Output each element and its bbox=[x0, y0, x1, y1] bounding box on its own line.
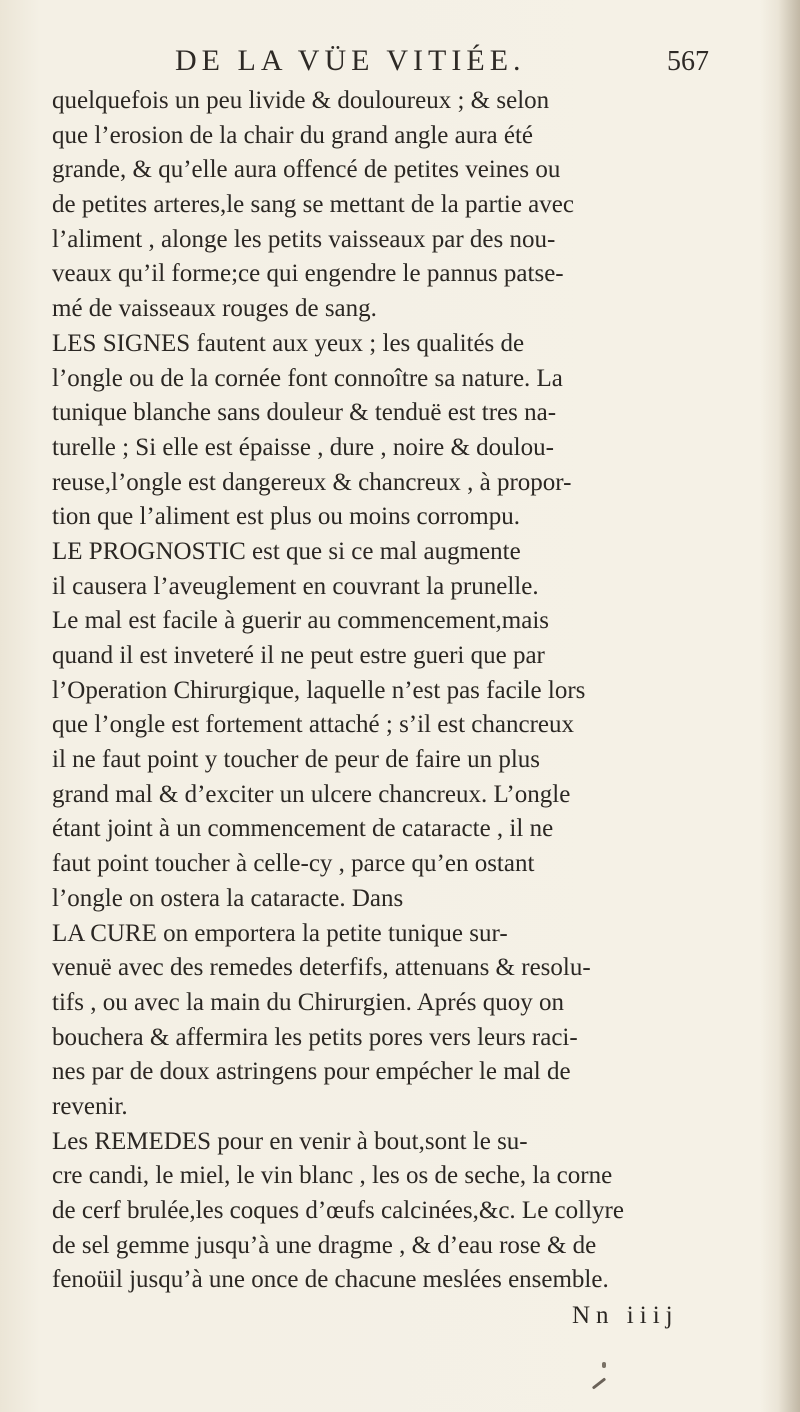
ink-stroke bbox=[592, 1377, 606, 1389]
ink-speck bbox=[602, 1362, 606, 1368]
text-line: LA CURE on emportera la petite tunique sur- bbox=[52, 919, 508, 947]
text-line: l’aliment , alonge les petits vaisseaux par des nou- bbox=[52, 225, 556, 253]
text-line: l’Operation Chirurgique, laquelle n’est pas facile lors bbox=[52, 676, 586, 704]
text-line: il causera l’aveuglement en couvrant la prunelle. bbox=[52, 572, 539, 600]
text-line: de sel gemme jusqu’à une dragme , & d’eau rose & de bbox=[52, 1231, 597, 1259]
text-line: étant joint à un commencement de cataracte , il ne bbox=[52, 815, 554, 843]
page-header bbox=[0, 42, 800, 86]
text-line: de petites arteres,le sang se mettant de la partie avec bbox=[52, 191, 574, 219]
text-line: que l’erosion de la chair du grand angle aura été bbox=[52, 121, 534, 149]
running-head: DE LA VÜE VITIÉE. bbox=[175, 44, 526, 77]
text-line: tifs , ou avec la main du Chirurgien. Aprés quoy on bbox=[52, 988, 564, 1016]
text-line: tunique blanche sans douleur & tenduë est tres na- bbox=[52, 399, 557, 427]
text-line: Le mal est facile à guerir au commencement,mais bbox=[52, 607, 549, 635]
text-line: grand mal & d’exciter un ulcere chancreux. L’ongle bbox=[52, 780, 571, 808]
text-line: venuë avec des remedes deterfifs, attenuans & resolu- bbox=[52, 954, 591, 982]
text-line: fenoüil jusqu’à une once de chacune meslées ensemble. bbox=[52, 1266, 609, 1294]
text-line: revenir. bbox=[52, 1092, 128, 1120]
text-line: LES SIGNES fautent aux yeux ; les qualités de bbox=[52, 329, 525, 357]
text-line: cre candi, le miel, le vin blanc , les os de seche, la corne bbox=[52, 1162, 613, 1190]
text-line: LE PROGNOSTIC est que si ce mal augmente bbox=[52, 537, 521, 565]
text-line: turelle ; Si elle est épaisse , dure , noire & doulou- bbox=[52, 433, 554, 461]
text-line: nes par de doux astringens pour empécher le mal de bbox=[52, 1058, 571, 1086]
text-line: veaux qu’il forme;ce qui engendre le pannus patse- bbox=[52, 260, 564, 288]
text-line: quelquefois un peu livide & douloureux ; & selon bbox=[52, 87, 550, 114]
text-line: reuse,l’ongle est dangereux & chancreux , à propor- bbox=[52, 468, 572, 496]
page-number: 567 bbox=[667, 46, 709, 77]
page-edge-shadow bbox=[778, 0, 800, 1412]
text-line: l’ongle ou de la cornée font connoître sa nature. La bbox=[52, 364, 563, 392]
text-line: l’ongle on ostera la cataracte. Dans bbox=[52, 884, 404, 912]
text-line: de cerf brulée,les coques d’œufs calcinées,&c. Le collyre bbox=[52, 1197, 624, 1224]
text-line: mé de vaisseaux rouges de sang. bbox=[52, 295, 377, 323]
body-text bbox=[52, 84, 760, 1334]
text-line: il ne faut point y toucher de peur de faire un plus bbox=[52, 746, 541, 774]
text-line: quand il est inveteré il ne peut estre gueri que par bbox=[52, 642, 545, 669]
text-line: Les REMEDES pour en venir à bout,sont le su- bbox=[52, 1127, 528, 1155]
text-line: bouchera & affermira les petits pores vers leurs raci- bbox=[52, 1023, 578, 1051]
text-line: tion que l’aliment est plus ou moins corrompu. bbox=[52, 503, 520, 531]
signature-mark: Nn iiij bbox=[572, 1302, 679, 1330]
text-line: faut point toucher à celle-cy , parce qu’en ostant bbox=[52, 850, 535, 878]
text-line: grande, & qu’elle aura offencé de petites veines ou bbox=[52, 156, 561, 184]
text-line: que l’ongle est fortement attaché ; s’il est chancreux bbox=[52, 711, 575, 739]
